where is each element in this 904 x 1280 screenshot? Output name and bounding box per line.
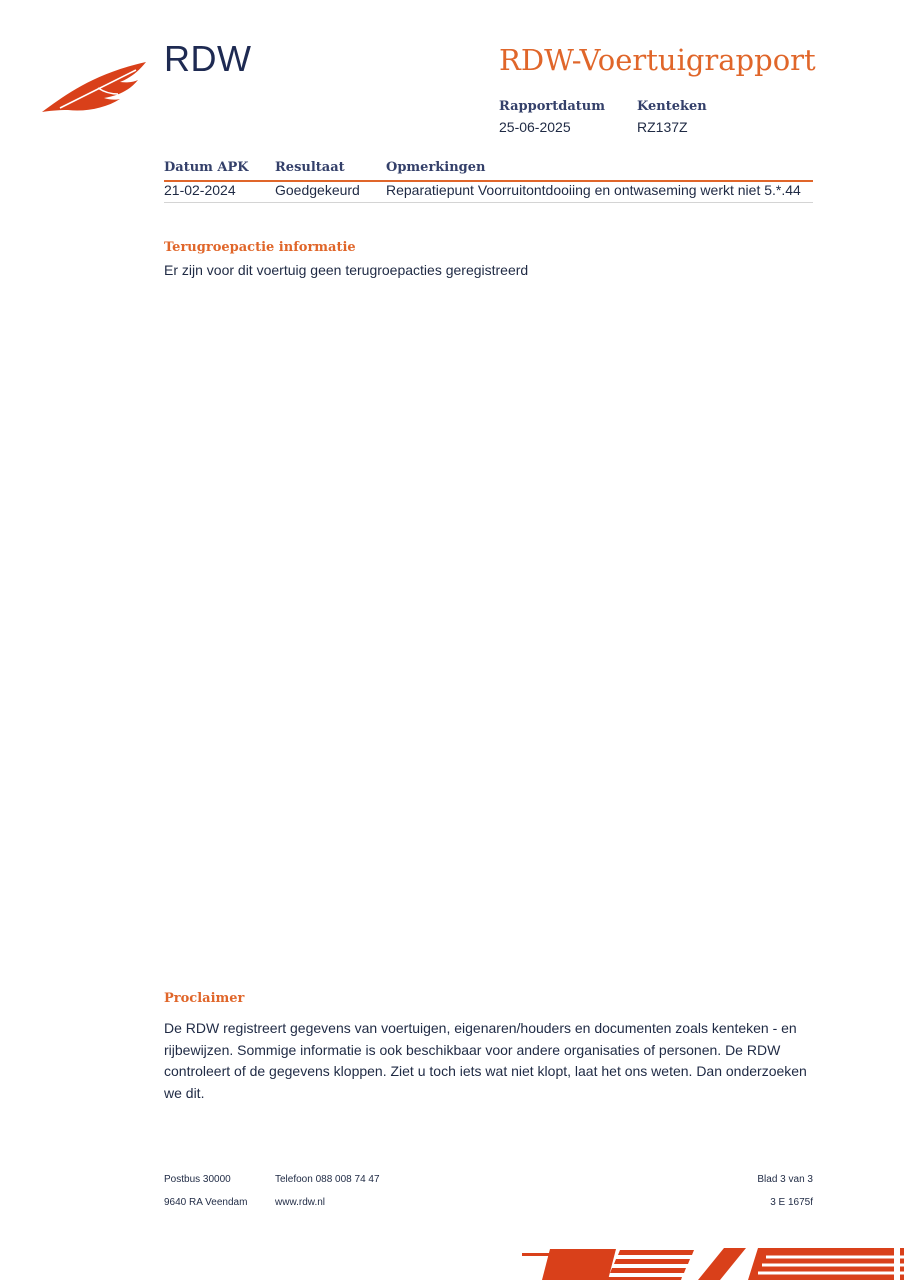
- column-header-resultaat: Resultaat: [275, 160, 345, 175]
- rdw-stripes-decoration-icon: [520, 1244, 904, 1280]
- report-date-value: 25-06-2025: [499, 119, 571, 135]
- footer-page-number: Blad 3 van 3: [757, 1174, 813, 1185]
- plate-label: Kenteken: [637, 99, 707, 114]
- brand-name: RDW: [164, 38, 252, 79]
- table-cell-date: 21-02-2024: [164, 182, 236, 198]
- proclaimer-text: De RDW registreert gegevens van voertuigen, eigenaren/houders en documenten zoals kenteken - en rijbewijzen. Sommige informatie is ook beschikbaar voor andere organisaties of personen. De RDW controleert of de gegevens kloppen. Ziet u toch iets wat niet klopt, laat het ons weten. Dan onderzoeken we dit.: [164, 1020, 807, 1101]
- proclaimer-heading: Proclaimer: [164, 991, 245, 1006]
- footer-phone: Telefoon 088 008 74 47: [275, 1174, 380, 1185]
- footer-postbus: Postbus 30000: [164, 1174, 231, 1185]
- footer-doc-code: 3 E 1675f: [770, 1197, 813, 1208]
- footer-website: www.rdw.nl: [275, 1197, 326, 1208]
- table-cell-result: Goedgekeurd: [275, 182, 360, 198]
- table-cell-remarks: Reparatiepunt Voorruitontdooiing en ontwaseming werkt niet 5.*.44: [386, 182, 801, 198]
- table-row-divider: [164, 202, 813, 203]
- recall-heading: Terugroepactie informatie: [164, 240, 356, 255]
- column-header-opmerkingen: Opmerkingen: [386, 160, 486, 175]
- footer-city: 9640 RA Veendam: [164, 1197, 248, 1208]
- report-title: RDW-Voertuigrapport: [499, 43, 816, 77]
- rdw-feather-logo-icon: [40, 58, 150, 118]
- report-date-label: Rapportdatum: [499, 99, 605, 114]
- column-header-datum-apk: Datum APK: [164, 160, 249, 175]
- plate-value: RZ137Z: [637, 119, 688, 135]
- recall-text: Er zijn voor dit voertuig geen terugroepacties geregistreerd: [164, 262, 529, 278]
